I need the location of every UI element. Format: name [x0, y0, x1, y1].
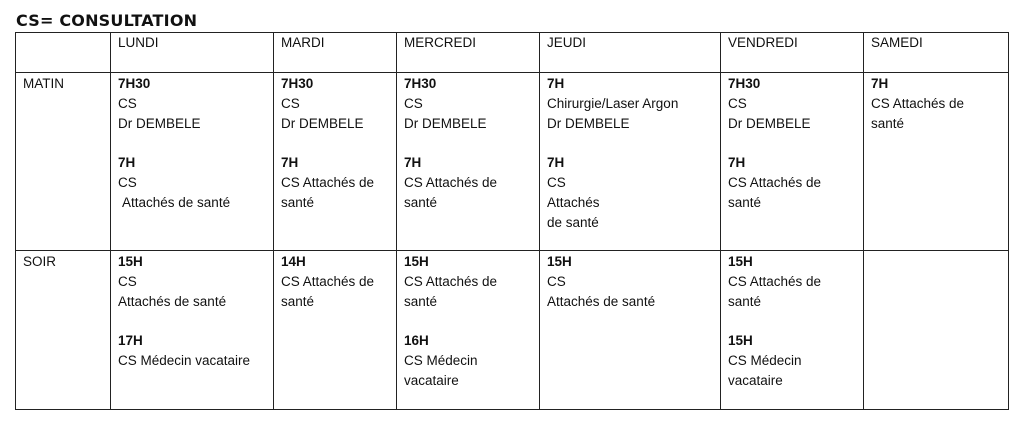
corner-cell [16, 33, 111, 73]
slot-time: 7H30 [728, 76, 761, 91]
slot-line: santé [404, 195, 438, 210]
schedule-cell [540, 251, 721, 410]
slot-line: CS Attachés de [281, 175, 375, 190]
slot-line: CS [281, 96, 300, 111]
day-header-label: SAMEDI [871, 35, 923, 50]
slot-line: santé [281, 294, 315, 309]
soir-row [16, 251, 1009, 410]
schedule-cell [397, 73, 540, 251]
entry-gap [547, 134, 713, 153]
schedule-table [15, 32, 1009, 410]
page-title: CS= CONSULTATION [16, 11, 198, 30]
schedule-cell [111, 251, 274, 410]
slot-time: 15H [404, 254, 429, 269]
slot-line: Dr DEMBELE [118, 116, 201, 131]
slot-time: 16H [404, 333, 429, 348]
slot-line: Attachés [547, 195, 600, 210]
header-row [16, 33, 1009, 73]
slot-line: CS Attachés de [281, 274, 375, 289]
schedule-cell [111, 73, 274, 251]
slot-line: CS Attachés de [728, 175, 822, 190]
slot-time: 7H30 [281, 76, 314, 91]
slot-line: Dr DEMBELE [404, 116, 487, 131]
row-label: MATIN [23, 76, 64, 91]
slot-line: CS [547, 274, 566, 289]
row-label: SOIR [23, 254, 57, 269]
slot-line: CS Médecin [728, 353, 802, 368]
slot-line: CS Attachés de [871, 96, 965, 111]
slot-line: Dr DEMBELE [547, 116, 630, 131]
day-header [540, 33, 721, 73]
slot-line: CS Attachés de [404, 175, 498, 190]
slot-time: 7H30 [118, 76, 151, 91]
slot-time: 7H [118, 155, 136, 170]
day-header [397, 33, 540, 73]
slot-time: 7H [871, 76, 889, 91]
slot-line: CS [118, 96, 137, 111]
entry-gap [118, 134, 266, 153]
day-header-label: MARDI [281, 35, 325, 50]
slot-line: Attachés de santé [547, 294, 656, 309]
slot-line: santé [871, 116, 905, 131]
day-header-label: VENDREDI [728, 35, 798, 50]
slot-line: CS [728, 96, 747, 111]
slot-time: 15H [728, 254, 753, 269]
schedule-cell [274, 251, 397, 410]
schedule-cell [721, 251, 864, 410]
slot-line: CS Attachés de [404, 274, 498, 289]
slot-line: CS [118, 274, 137, 289]
row-label-cell [16, 73, 111, 251]
entry-gap [728, 134, 856, 153]
slot-line: santé [281, 195, 315, 210]
day-header-label: LUNDI [118, 35, 159, 50]
slot-line: CS Médecin vacataire [118, 353, 251, 368]
schedule-cell [397, 251, 540, 410]
slot-line: Dr DEMBELE [281, 116, 364, 131]
slot-line: vacataire [728, 373, 783, 388]
slot-line: CS [404, 96, 423, 111]
slot-time: 15H [547, 254, 572, 269]
slot-line: CS [118, 175, 137, 190]
day-header [864, 33, 1009, 73]
day-header-label: JEUDI [547, 35, 587, 50]
schedule-cell [864, 251, 1009, 410]
slot-line: CS [547, 175, 566, 190]
slot-line: Attachés de santé [122, 195, 231, 210]
slot-time: 14H [281, 254, 306, 269]
matin-row [16, 73, 1009, 251]
entry-gap [118, 312, 266, 331]
slot-line: Dr DEMBELE [728, 116, 811, 131]
slot-time: 7H [404, 155, 422, 170]
slot-line: santé [728, 195, 762, 210]
slot-time: 7H [547, 76, 565, 91]
slot-line: santé [404, 294, 438, 309]
day-header [111, 33, 274, 73]
day-header [274, 33, 397, 73]
entry-gap [728, 312, 856, 331]
slot-time: 7H30 [404, 76, 437, 91]
slot-line: Chirurgie/Laser Argon [547, 96, 679, 111]
slot-time: 15H [728, 333, 753, 348]
row-label-cell [16, 251, 111, 410]
entry-gap [404, 134, 532, 153]
slot-line: CS Attachés de [728, 274, 822, 289]
slot-time: 15H [118, 254, 143, 269]
slot-line: santé [728, 294, 762, 309]
schedule-cell [274, 73, 397, 251]
entry-gap [404, 312, 532, 331]
slot-time: 7H [547, 155, 565, 170]
slot-time: 7H [728, 155, 746, 170]
slot-line: CS Médecin [404, 353, 478, 368]
schedule-cell [721, 73, 864, 251]
slot-time: 17H [118, 333, 143, 348]
day-header [721, 33, 864, 73]
day-header-label: MERCREDI [404, 35, 477, 50]
schedule-cell [864, 73, 1009, 251]
slot-line: vacataire [404, 373, 459, 388]
schedule-cell [540, 73, 721, 251]
slot-time: 7H [281, 155, 299, 170]
slot-line: de santé [547, 215, 599, 230]
slot-line: Attachés de santé [118, 294, 227, 309]
entry-gap [281, 134, 389, 153]
